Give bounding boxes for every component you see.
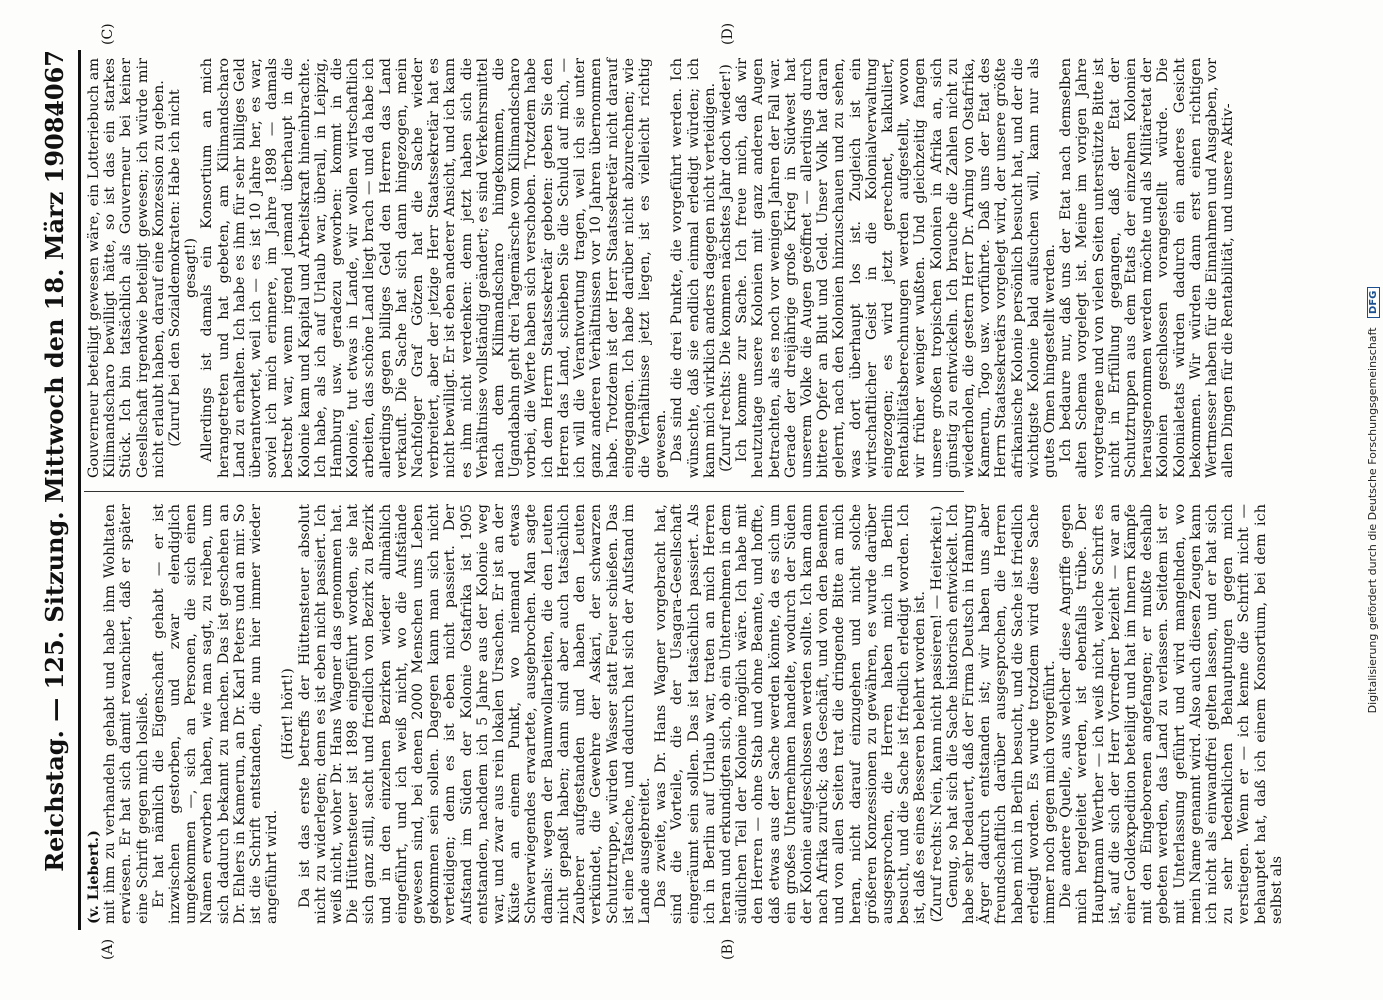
page-number: 4067 [40, 50, 69, 117]
paragraph: Das zweite, was Dr. Hans Wagner vorgebracht hat, sind die Vorteile, die der Usagara-Gesellschaft eingeräumt sein sollen. Das ist tatsächlich passiert. Als ich in Berlin auf Urlaub war, traten an mich Herren heran und erkundigten sich, ob ein Unternehmen in dem südlichen Teil der Kolonie möglich wäre. Ich habe mit den Herren — ohne Stab und ohne Beamte, und hoffte, daß etwas aus der Sache werden könnte, da es sich um ein großes Unternehmen handelte, wodurch der Süden der Kolonie aufgeschlossen werden sollte. Ich kam dann nach Afrika zurück; das Geschäft, und von den Beamten und von allen Seiten trat die dringende Bitte an mich heran, nicht darauf einzugehen und nicht solche größeren Konzessionen zu gewähren, es wurde darüber ausgesprochen, die Herren haben mich in Berlin besucht, und die Sache ist friedlich erledigt worden. Ich ist, daß es eines Besseren belehrt worden ist. [653, 504, 929, 924]
paragraph: mit ihm zu verhandeln gehabt und habe ihm Wohltaten erwiesen. Er hat sich damit revanchiert, daß er später eine Schrift gegen mich losließ. [102, 504, 151, 924]
paragraph: Das sind die drei Punkte, die vorgeführt werden. Ich wünschte, daß sie endlich einmal erledigt würden; ich kann mich wirklich anders dagegen nicht verteidigen. [669, 58, 718, 478]
interjection: (Hört! hört!) [280, 668, 297, 760]
margin-marker-c: (C) [100, 23, 116, 45]
paragraph: Allerdings ist damals ein Konsortium an mich herangetreten und hat gebeten, am Kilimandscharo Land zu erhalten. Ich habe es ihm für sehr billiges Geld überantwortet, weil ich — es ist 10 Jahre her, es war, soviel ich mich erinnere, im Jahre 1898 — damals bestrebt war, wenn irgend jemand überhaupt in die Kolonie kam und Kapital und Arbeitskraft hineinbrachte. Ich habe, als ich auf Urlaub war, überall, in Leipzig, Hamburg usw. geradezu geworben: kommt in die Kolonie, tut etwas in Lande, wir wollen wirtschaftlich arbeiten, das schöne Land liegt brach — und da habe ich allerdings gegen billiges Geld den Herren das Land verkauft. Die Sache hat sich dann hingezogen, mein Nachfolger Graf Götzen hat die Sache wieder verbreitert, aber der jetzige Herr Staatssekretär hat es nicht bewilligt. Er ist eben anderer Ansicht, und ich kann es ihm nicht verdenken: denn jetzt haben sich die Verhältnisse vollständig geändert; es sind Verkehrsmittel nach dem Kilimandscharo hingekommen, die Ugandabahn geht drei Tagemärsche vom Kilimandscharo vorbei, die Werte haben sich verschoben. Trotzdem habe ich dem Herrn Staatssekretär geboten: geben Sie den Herren das Land, schieben Sie die Schuld auf mich, — ich will die Verantwortung tragen, weil ich sie unter ganz anderen Verhältnissen vor 10 Jahren übernommen habe. Trotzdem ist der Herr Staatssekretär nicht darauf eingegangen. Ich habe darüber nicht abzurechnen; wie die Verhältnisse jetzt liegen, ist es vielleicht richtig gewesen. [199, 58, 670, 478]
digitization-text: Digitalisierung gefördert durch die Deutsche Forschungsgemeinschaft [1366, 327, 1379, 714]
paragraph: Da ist das erste betreffs der Hüttensteuer absolut nicht zu widerlegen; denn es ist eben nicht passiert. Ich weiß nicht, woher Dr. Hans Wagner das genommen hat. Die Hüttensteuer ist 1898 eingeführt worden, sie hat sich ganz still, sacht und friedlich von Bezirk zu Bezirk und in den einzelnen Bezirken wieder allmählich eingeführt, und ich weiß nicht, wo die Aufstände gewesen sind, bei denen 2000 Menschen ums Leben gekommen sein sollen. Dagegen kann man sich nicht verteidigen; denn es ist eben nicht passiert. Der Aufstand im Süden der Kolonie Ostafrika ist 1905 entstanden, nachdem ich 5 Jahre aus der Kolonie weg war, und zwar aus rein lokalen Ursachen. Er ist an der Küste an einem Punkt, wo niemand etwas Schwerwiegendes erwartete, ausgebrochen. Man sagte damals: wegen der Baumwollarbeiten, die den Leuten nicht gepaßt haben; dann sind aber auch tatsächlich Zauberer aufgestanden und haben den Leuten verkündet, die Gewehre der Askari, der schwarzen Schutztruppe, würden Wasser statt Feuer schießen. Das ist eine Tatsache, und dadurch hat sich der Aufstand im Lande ausgebreitet. [296, 504, 653, 924]
digitization-note [1366, 0, 1380, 1000]
margin-marker-d: (D) [720, 22, 736, 45]
paragraph: Genug, so hat sich die Sache historisch entwickelt. Ich habe sehr bedauert, daß der Firma Deutsch in Hamburg Ärger dadurch entstanden ist; wir haben uns aber freundschaftlich darüber ausgesprochen, die Herren haben mich in Berlin besucht, und die Sache ist friedlich erledigt worden. Es wurde trotzdem wird diese Sache immer noch gegen mich vorgeführt. [944, 504, 1058, 924]
interjection: (Zuruf rechts: Nein, kann nicht passieren! — Heiterkeit.) [928, 505, 945, 923]
column-divider [84, 491, 964, 492]
paragraph: Er hat nämlich die Eigenschaft gehabt — er ist inzwischen gestorben, und zwar elendiglich umgekommen —, sich an Personen, die sich einen Namen erworben haben, wie man sagt, zu reiben, um sich dadurch bekannt zu machen. Das ist geschehen an Dr. Ehlers in Kamerun, an Dr. Karl Peters und an mir. So ist die Schrift entstanden, die nun hier immer wieder angeführt wird. [150, 504, 281, 924]
speaker-label: (v. Liebert.) [85, 830, 102, 924]
paragraph: Ich komme zur Sache. Ich freue mich, daß wir heutzutage unsere Kolonien mit ganz anderen Augen betrachten, als es noch vor wenigen Jahren der Fall war. Gerade der dreijährige große Krieg in Südwest hat unserem Volke die Augen geöffnet — allerdings durch bittere Opfer an Blut und Geld. Unser Volk hat daran gelernt, nach den Kolonien hinzuschauen und zu sehen, was dort überhaupt los ist. Zugleich ist ein wirtschaftlicher Geist in die Kolonialverwaltung eingezogen; es wird jetzt gerechnet, kalkuliert, Rentabilitätsberechnungen werden aufgestellt, wovon wir früher weniger wußten. Und gleichzeitig fangen unsere großen tropischen Kolonien in Afrika an, sich günstig zu entwickeln. Ich brauche die Zahlen nicht zu wiederholen, die gestern Herr Dr. Arning von Ostafrika, Kamerun, Togo usw. vorführte. Daß uns der Etat des Herrn Staatssekretärs vorgelegt wird, der unsere größte afrikanische Kolonie persönlich besucht hat, und der die wichtigste Kolonie bald aufsuchen will, kann nur als gutes Omen hingestellt werden. [734, 58, 1058, 478]
margin-marker-a: (A) [100, 938, 116, 960]
interjection: (Zuruf bei den Sozialdemokraten: Habe ich nicht gesagt!) [167, 89, 200, 447]
paragraph: Die andere Quelle, aus welcher diese Angriffe gegen mich hergeleitet werden, ist ebenfalls trübe. Der Hauptmann Werther — ich weiß nicht, welche Schrift es ist, auf die sich der Herr Vorredner bezieht — war an einer Goldexpedition beteiligt und hat im Innern Kämpfe mit den Eingeborenen angefangen; er mußte deshalb gebeten werden, das Land zu verlassen. Seitdem ist er mit Unterlassung geführt und wird mangelnden, wo mein Name genannt wird. Also auch diesen Zeugen kann ich nicht als einwandfrei gelten lassen, und er hat sich zu sehr bedenklichen Behauptungen gegen mich verstiegen. Wenn er — ich kenne die Schrift nicht — behauptet hat, daß ich einem Konsortium, bei dem ich selbst als [1058, 504, 1285, 924]
margin-marker-b: (B) [720, 938, 736, 960]
header-title: Reichstag. — 125. Sitzung. Mittwoch den 18. März 1908. [40, 108, 69, 872]
page-header [40, 50, 76, 930]
right-column [86, 58, 1236, 478]
dfg-logo: DFG [1367, 287, 1380, 318]
header-rule [78, 50, 81, 930]
interjection: (Zuruf rechts: Die kommen nächstes Jahr doch wieder!) [717, 64, 734, 472]
left-column [86, 504, 1285, 924]
paragraph: Gouverneur beteiligt gewesen wäre, ein Lotteriebuch am Kilimandscharo bewilligt hätte, so ist das ein starkes Stück. Ich bin tatsächlich als Gouverneur bei keiner Gesellschaft irgendwie beteiligt gewesen; ich würde mir nicht erlaubt haben, darauf eine Konzession zu geben. [86, 58, 167, 478]
paragraph: Ich bedaure nur, daß uns der Etat nach demselben alten Schema vorgelegt ist. Meine im vorigen Jahre vorgetragene und von vielen Seiten unterstützte Bitte ist nicht in Erfüllung gegangen, daß der Etat der Schutztruppen aus dem Etats der einzelnen Kolonien herausgenommen werden möchte und als Militäretat der Kolonien geschlossen vorangestellt würde. Die Kolonialetats würden dadurch ein anderes Gesicht bekommen. Wir würden dann erst einen richtigen Wertmesser haben für die Einnahmen und Ausgaben, vor allen Dingen für die Rentabilität, und unsere Aktiv- [1058, 58, 1237, 478]
